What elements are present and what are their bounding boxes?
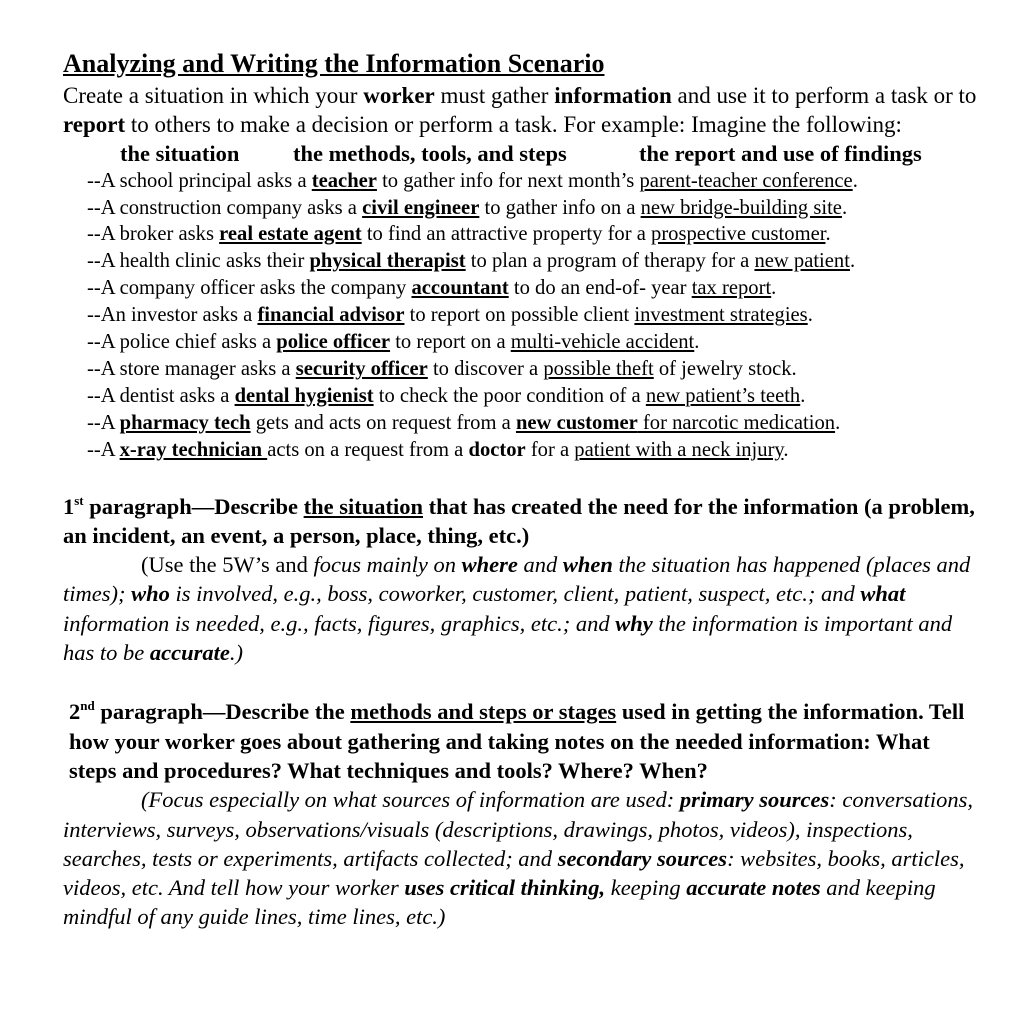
example-role: financial advisor <box>257 304 405 327</box>
example-middle: to gather info on a <box>479 196 641 219</box>
p1-where: where <box>461 552 518 578</box>
example-middle: to report on possible client <box>404 304 635 327</box>
p1-heading-text-2: that has created the need for the information (a problem, an incident, an event, a person, place, thing, etc.) <box>63 493 975 548</box>
example-suffix: . <box>807 304 813 327</box>
example-role: teacher <box>311 169 377 192</box>
document <box>63 47 978 932</box>
intro-text-1: Create a situation in which your <box>63 83 364 108</box>
example-suffix: . <box>783 438 789 461</box>
example-target: new patient <box>754 250 850 273</box>
example-prefix: --A police chief asks a <box>87 331 277 354</box>
example-item <box>87 302 978 329</box>
example-target: multi-vehicle accident <box>510 331 695 354</box>
p1-body-5: information is needed, e.g., facts, figures, graphics, etc.; and <box>63 610 616 636</box>
example-role: x-ray technician <box>119 438 268 461</box>
example-target: new bridge-building site <box>640 196 842 219</box>
example-role: physical therapist <box>309 250 466 273</box>
example-prefix: --An investor asks a <box>87 304 258 327</box>
example-suffix: . <box>849 250 856 273</box>
example-item <box>87 195 978 222</box>
example-middle: to gather info for next month’s <box>376 169 640 192</box>
example-middle: to report on a <box>390 331 511 354</box>
p2-body-4: keeping <box>605 875 687 901</box>
intro-information: information <box>554 83 672 108</box>
column-methods: the methods, tools, and steps <box>293 140 567 166</box>
example-suffix: . <box>825 223 831 246</box>
example-middle: acts on a request from a <box>267 438 469 461</box>
example-middle: to do an end-of- year <box>508 277 692 300</box>
example-suffix: of jewelry stock. <box>653 357 797 380</box>
example-suffix: . <box>800 384 806 407</box>
example-middle: to find an attractive property for a <box>361 223 652 246</box>
example-suffix: . <box>835 411 841 434</box>
p2-body-1: (Focus especially on what sources of information are used: <box>141 787 680 813</box>
example-target: possible theft <box>543 357 654 380</box>
intro-paragraph <box>63 81 978 140</box>
intro-worker: worker <box>363 83 435 108</box>
example-target: investment strategies <box>634 304 808 327</box>
example-target: tax report <box>691 277 772 300</box>
p2-body-3: : websites, books, articles, videos, etc. And tell how your worker <box>63 845 965 901</box>
p1-body-6: the information is important and has to be <box>63 610 953 666</box>
example-suffix: . <box>694 331 700 354</box>
example-target: prospective customer <box>651 223 826 246</box>
p2-critical-thinking: uses critical thinking, <box>404 875 606 901</box>
example-item <box>87 410 978 437</box>
paragraph-2-body <box>63 785 978 931</box>
p1-why: why <box>615 610 653 636</box>
p1-use-5ws: Use the 5W’s and <box>148 552 314 578</box>
p2-heading-text-2: used in getting the information. Tell how your worker goes about gathering and taking notes on the needed information: What steps and procedures? What techniques and tools? Where? When? <box>69 699 965 783</box>
example-prefix: --A health clinic asks their <box>87 250 310 273</box>
p1-body-2: and <box>517 552 563 578</box>
p1-when: when <box>562 552 613 578</box>
example-role: real estate agent <box>219 223 362 246</box>
p1-body-4: is involved, e.g., boss, coworker, customer, client, patient, suspect, etc.; and <box>169 581 861 607</box>
p2-heading-underlined: methods and steps or stages <box>350 699 617 725</box>
p2-number: 2 <box>69 699 81 725</box>
example-middle: gets and acts on request from a <box>250 411 516 434</box>
example-middle-2: for a <box>525 438 575 461</box>
p2-body-5: and keeping mindful of any guide lines, time lines, etc.) <box>63 875 936 930</box>
column-report: the report and use of findings <box>639 140 922 166</box>
example-prefix: --A broker asks <box>87 223 220 246</box>
example-prefix: --A dentist asks a <box>87 384 235 407</box>
example-role: dental hygienist <box>234 384 374 407</box>
paragraph-2-heading <box>63 697 978 785</box>
example-middle: to discover a <box>427 357 544 380</box>
examples-list <box>87 168 978 464</box>
document-title: Analyzing and Writing the Information Scenario <box>63 49 605 78</box>
example-item <box>87 168 978 195</box>
example-item <box>87 329 978 356</box>
paragraph-1-body <box>63 550 978 667</box>
example-role: security officer <box>295 357 428 380</box>
example-role: civil engineer <box>362 196 480 219</box>
example-role: accountant <box>411 277 509 300</box>
example-target: for narcotic medication <box>637 411 836 434</box>
paragraph-1-heading <box>63 492 978 551</box>
example-prefix: --A <box>87 411 120 434</box>
p2-body-2: : conversations, interviews, surveys, observations/visuals (descriptions, drawings, photos, videos), inspections, searches, tests or experiments, artifacts collected; and <box>63 787 974 871</box>
example-prefix: --A school principal asks a <box>87 169 312 192</box>
p1-superscript: st <box>74 492 84 508</box>
example-middle: to check the poor condition of a <box>373 384 646 407</box>
p1-body-3: the situation has happened (places and times); <box>63 552 971 607</box>
example-target-bold: new customer <box>515 411 638 434</box>
column-headings <box>63 140 978 168</box>
p1-body-1: focus mainly on <box>313 552 462 578</box>
p1-accurate: accurate <box>149 640 230 666</box>
p1-who: who <box>131 581 170 607</box>
intro-report: report <box>63 112 126 138</box>
example-middle: to plan a program of therapy for a <box>465 250 755 273</box>
p2-superscript: nd <box>80 698 95 714</box>
example-suffix: . <box>771 277 777 300</box>
p1-body-7: .) <box>229 640 243 666</box>
example-target: parent-teacher conference <box>639 169 853 192</box>
example-item <box>87 248 978 275</box>
column-situation: the situation <box>120 140 240 166</box>
example-prefix: --A company officer asks the company <box>87 277 412 300</box>
example-item <box>87 383 978 410</box>
example-item <box>87 437 978 464</box>
p2-primary-sources: primary sources <box>679 787 830 813</box>
example-item <box>87 356 978 383</box>
p1-what: what <box>860 581 906 607</box>
intro-text-3: and use it to perform a task or to <box>671 83 977 108</box>
example-target: new patient’s teeth <box>645 384 801 407</box>
p1-heading-underlined: the situation <box>303 493 424 519</box>
p1-open-paren: ( <box>141 552 149 578</box>
example-role: police officer <box>276 331 391 354</box>
intro-text-2: must gather <box>434 83 555 108</box>
example-item <box>87 275 978 302</box>
example-prefix: --A construction company asks a <box>87 196 363 219</box>
example-role: pharmacy tech <box>119 411 251 434</box>
example-target: patient with a neck injury <box>574 438 784 461</box>
example-prefix: --A store manager asks a <box>87 357 296 380</box>
p1-heading-text-1: paragraph—Describe <box>83 493 304 519</box>
example-middle-bold: doctor <box>468 438 526 461</box>
p1-number: 1 <box>63 493 75 519</box>
example-suffix: . <box>852 169 858 192</box>
p2-heading-text-1: paragraph—Describe the <box>94 699 351 725</box>
intro-text-4: to others to make a decision or perform a task. For example: Imagine the following: <box>125 112 902 138</box>
example-prefix: --A <box>87 438 120 461</box>
example-item <box>87 221 978 248</box>
p2-accurate-notes: accurate notes <box>686 875 821 901</box>
p2-secondary-sources: secondary sources <box>557 845 728 871</box>
example-suffix: . <box>841 196 848 219</box>
